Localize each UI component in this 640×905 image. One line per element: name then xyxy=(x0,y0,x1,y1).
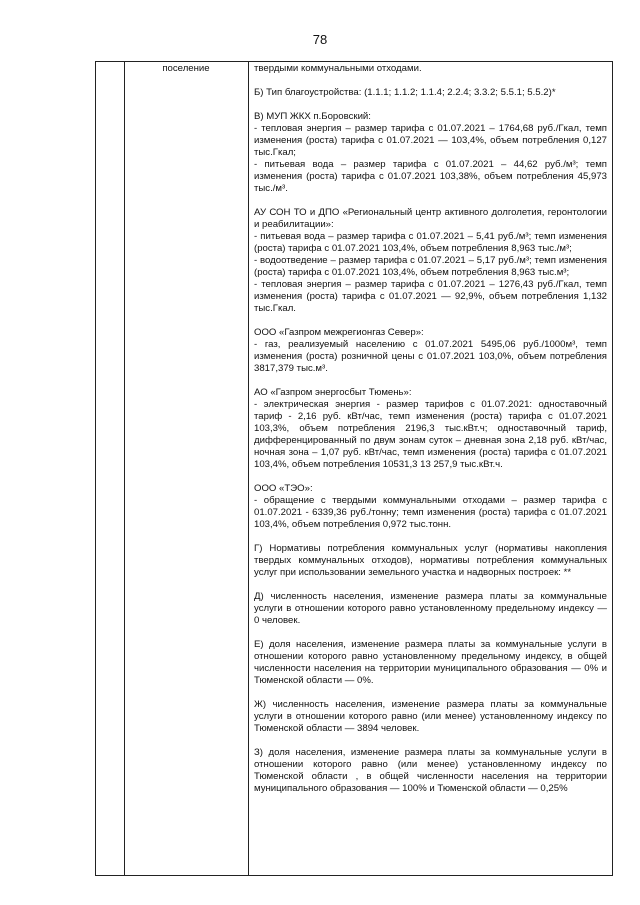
table-frame xyxy=(95,61,613,876)
paragraph-p19: З) доля населения, изменение размера платы за коммунальные услуги в отношении которого равно (или менее) установленному индексу по Тюменской области , в общей численности населения на территории муниципального образования — 100% и Тюменской области — 0,25% xyxy=(254,747,607,794)
tariff-description-cell xyxy=(254,63,607,795)
paragraph-p9: ООО «Газпром межрегионгаз Север»: xyxy=(254,327,424,338)
settlement-type-label: поселение xyxy=(162,63,210,74)
paragraph-p16: Д) численность населения, изменение размера платы за коммунальные услуги в отношении которого равно установленному предельному индексу — 0 человек. xyxy=(254,591,607,626)
paragraph-p14: - обращение с твердыми коммунальными отходами – размер тарифа с 01.07.2021 - 6339,36 руб./тонну; темп изменения (роста) тарифа с 01.07.2021 103,4%, объем потребления 0,972 тыс.тонн. xyxy=(254,495,607,530)
paragraph-p0: твердыми коммунальными отходами. xyxy=(254,63,422,74)
paragraph-p8: - тепловая энергия – размер тарифа с 01.07.2021 – 1276,43 руб./Гкал, темп изменения (роста) тарифа с 01.07.2021 — 92,9%, объем потребления 1,132 тыс.Гкал. xyxy=(254,279,607,314)
paragraph-p5: АУ СОН ТО и ДПО «Региональный центр активного долголетия, геронтологии и реабилитации»: xyxy=(254,207,607,230)
paragraph-p6: - питьевая вода – размер тарифа с 01.07.2021 – 5,41 руб./м³; темп изменения (роста) тарифа с 01.07.2021 103,4%, объем потребления 8,963 тыс./м³; xyxy=(254,231,607,254)
paragraph-p3: - тепловая энергия – размер тарифа с 01.07.2021 – 1764,68 руб./Гкал, темп изменения (роста) тарифа с 01.07.2021 — 103,4%, объем потребления 0,127 тыс.Гкал; xyxy=(254,123,607,158)
paragraph-p11: АО «Газпром энергосбыт Тюмень»: xyxy=(254,387,412,398)
column-divider xyxy=(248,62,249,875)
page-number: 78 xyxy=(312,32,328,47)
paragraph-p17: Е) доля населения, изменение размера платы за коммунальные услуги в отношении которого равно установленному предельному индексу, в общей численности населения на территории муниципального образования — 0% и Тюменской области — 0%. xyxy=(254,639,607,686)
paragraph-p4: - питьевая вода – размер тарифа с 01.07.2021 – 44,62 руб./м³; темп изменения (роста) тарифа с 01.07.2021 103,38%, объем потребления 45,973 тыс./м³. xyxy=(254,159,607,194)
paragraph-p1: Б) Тип благоустройства: (1.1.1; 1.1.2; 1.1.4; 2.2.4; 3.3.2; 5.5.1; 5.5.2)* xyxy=(254,87,556,98)
paragraph-p13: ООО «ТЭО»: xyxy=(254,483,313,494)
paragraph-p15: Г) Нормативы потребления коммунальных услуг (нормативы накопления твердых коммунальных отходов), нормативы потребления коммунальных услуг при использовании земельного участка и надворных построек: ** xyxy=(254,543,607,578)
paragraph-p7: - водоотведение – размер тарифа с 01.07.2021 – 5,17 руб./м³; темп изменения (роста) тарифа с 01.07.2021 103,4%, объем потребления 8,963 тыс.м³; xyxy=(254,255,607,278)
paragraph-p2: В) МУП ЖКХ п.Боровский: xyxy=(254,111,371,122)
column-divider xyxy=(124,62,125,875)
paragraph-p18: Ж) численность населения, изменение размера платы за коммунальные услуги в отношении которого равно (или менее) установленному индексу по Тюменской области — 3894 человек. xyxy=(254,699,607,734)
paragraph-p10: - газ, реализуемый населению с 01.07.2021 5495,06 руб./1000м³, темп изменения (роста) розничной цены с 01.07.2021 103,0%, объем потребления 3817,379 тыс.м³. xyxy=(254,339,607,374)
paragraph-p12: - электрическая энергия - размер тарифов с 01.07.2021: одноставочный тариф - 2,16 руб. кВт/час, темп изменения (роста) тарифа с 01.07.2021 103,3%, объем потребления 2196,3 тыс.кВт.ч; одноставочный тариф, дифференцированный по двум зонам суток – дневная зона 2,18 руб. кВт/час, ночная зона – 1,07 руб. кВт/час, темп изменения (роста) тарифа с 01.07.2021 103,4%, объем потребления 10531,3 13 257,9 тыс.кВт.ч. xyxy=(254,399,607,470)
